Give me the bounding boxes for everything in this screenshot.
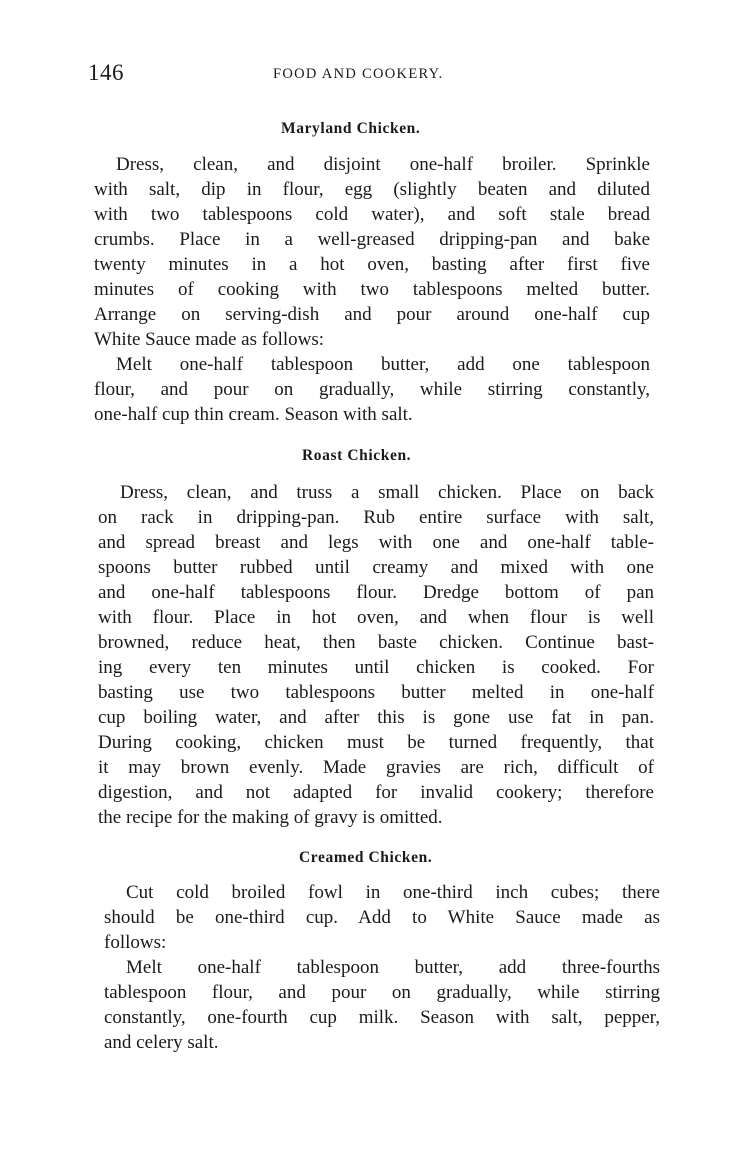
text-line: and celery salt. <box>104 1032 219 1053</box>
text-line: and one-half tablespoons flour. Dredge bottom of pan <box>98 582 654 603</box>
text-line: browned, reduce heat, then baste chicken. Continue bast- <box>98 632 654 653</box>
text-line: crumbs. Place in a well-greased dripping-pan and bake <box>94 229 650 250</box>
text-line: minutes of cooking with two tablespoons melted butter. <box>94 279 650 300</box>
text-line: cup boiling water, and after this is gone use fat in pan. <box>98 707 654 728</box>
text-line: follows: <box>104 932 167 953</box>
text-line: twenty minutes in a hot oven, basting after first five <box>94 254 650 275</box>
text-line: Melt one-half tablespoon butter, add one tablespoon <box>116 354 650 375</box>
recipe-body-creamed-chicken <box>104 880 660 1055</box>
text-line: spoons butter rubbed until creamy and mixed with one <box>98 557 654 578</box>
text-line: tablespoon flour, and pour on gradually, while stirring <box>104 982 660 1003</box>
text-line: flour, and pour on gradually, while stirring constantly, <box>94 379 650 400</box>
running-head: FOOD AND COOKERY. <box>273 66 444 82</box>
text-line: constantly, one-fourth cup milk. Season with salt, pepper, <box>104 1007 660 1028</box>
text-line: Melt one-half tablespoon butter, add three-fourths <box>126 957 660 978</box>
recipe-body-roast-chicken <box>98 480 654 830</box>
page-header <box>88 60 673 90</box>
recipe-title-maryland-chicken: Maryland Chicken. <box>281 120 421 137</box>
text-line: Dress, clean, and disjoint one-half broiler. Sprinkle <box>116 154 650 175</box>
text-line: digestion, and not adapted for invalid cookery; therefore <box>98 782 654 803</box>
text-line: should be one-third cup. Add to White Sauce made as <box>104 907 660 928</box>
text-line: on rack in dripping-pan. Rub entire surface with salt, <box>98 507 654 528</box>
text-line: During cooking, chicken must be turned frequently, that <box>98 732 654 753</box>
text-line: Cut cold broiled fowl in one-third inch cubes; there <box>126 882 660 903</box>
text-line: White Sauce made as follows: <box>94 329 325 350</box>
text-line: Arrange on serving-dish and pour around one-half cup <box>94 304 650 325</box>
text-line: one-half cup thin cream. Season with salt. <box>94 404 413 425</box>
text-line: ing every ten minutes until chicken is cooked. For <box>98 657 654 678</box>
text-line: with salt, dip in flour, egg (slightly beaten and diluted <box>94 179 650 200</box>
text-line: it may brown evenly. Made gravies are rich, difficult of <box>98 757 654 778</box>
text-line: basting use two tablespoons butter melted in one-half <box>98 682 654 703</box>
text-line: Dress, clean, and truss a small chicken. Place on back <box>120 482 654 503</box>
recipe-title-roast-chicken: Roast Chicken. <box>302 447 412 464</box>
recipe-body-maryland-chicken <box>94 152 650 427</box>
text-line: with flour. Place in hot oven, and when flour is well <box>98 607 654 628</box>
text-line: the recipe for the making of gravy is omitted. <box>98 807 443 828</box>
text-line: and spread breast and legs with one and one-half table- <box>98 532 654 553</box>
text-line: with two tablespoons cold water), and soft stale bread <box>94 204 650 225</box>
page-number: 146 <box>88 60 124 85</box>
recipe-title-creamed-chicken: Creamed Chicken. <box>299 849 433 866</box>
